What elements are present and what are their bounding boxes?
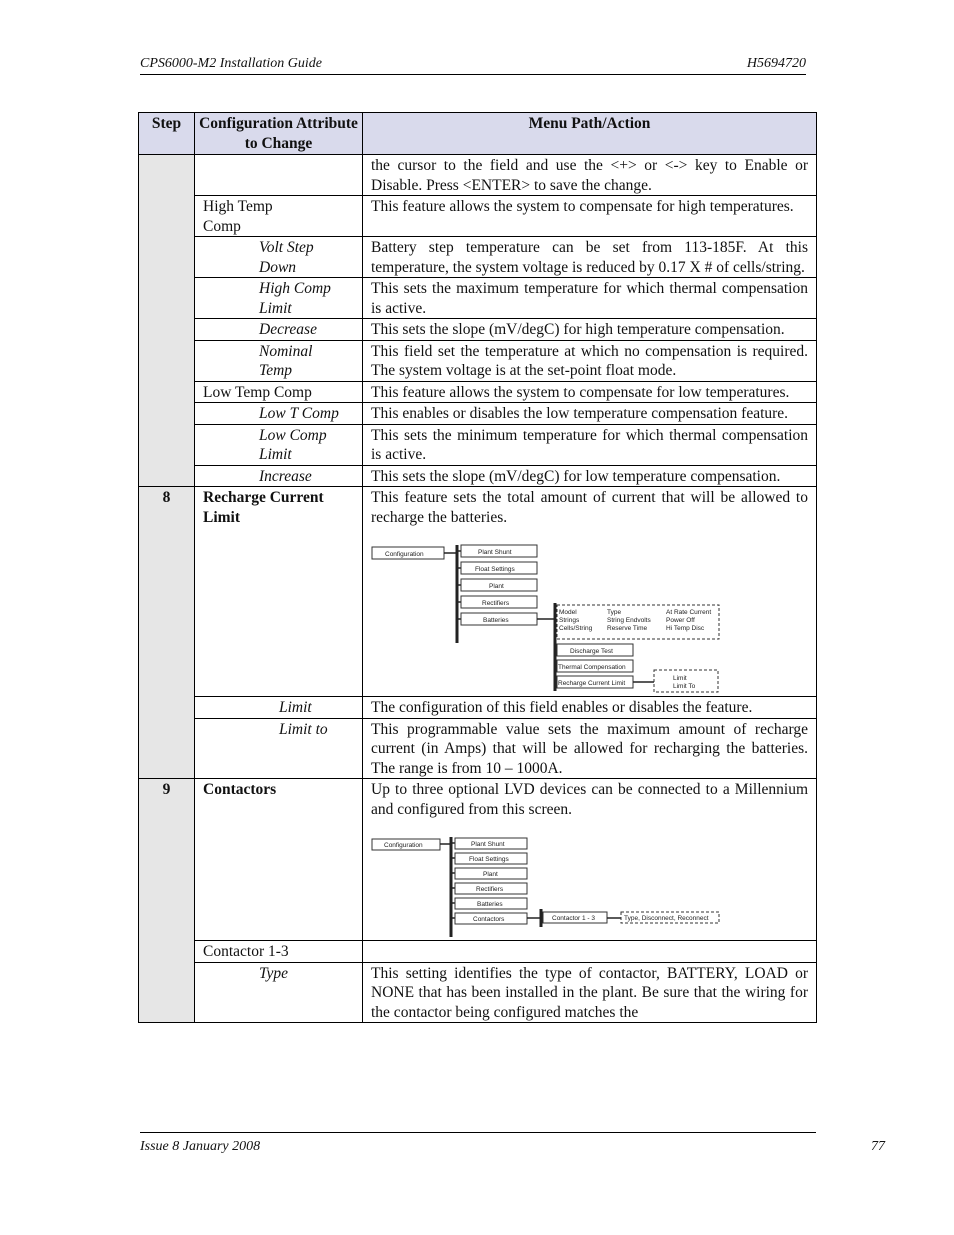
- attribute-cell: Volt Step Down: [195, 237, 363, 278]
- diagram-field-label: Limit To: [673, 683, 696, 690]
- diagram-field-label: Type: [607, 609, 622, 616]
- action-cell: This sets the maximum temperature for which thermal compensation is active.: [363, 278, 817, 319]
- page-header: [140, 56, 806, 75]
- attribute-cell: Type: [195, 962, 363, 1023]
- attribute-cell: Contactor 1-3: [195, 941, 363, 963]
- diagram-item-label: Contactors: [473, 916, 505, 923]
- table-row: [139, 319, 817, 341]
- table-row: [139, 962, 817, 1023]
- diagram-field-label: Limit: [673, 675, 687, 682]
- action-cell: This enables or disables the low temperature compensation feature.: [363, 403, 817, 425]
- diagram-item-label: Rectifiers: [482, 600, 510, 607]
- table-row: [139, 718, 817, 779]
- action-cell: This setting identifies the type of contactor, BATTERY, LOAD or NONE that has been installed in the plant. Be sure that the wiring for the contactor being configured matches the: [363, 962, 817, 1023]
- attribute-cell: [195, 155, 363, 196]
- configuration-table: [138, 112, 817, 1023]
- diagram-item-label: Batteries: [483, 617, 509, 624]
- table-row: [139, 403, 817, 425]
- diagram-field-label: Model: [559, 609, 577, 616]
- column-header-action: Menu Path/Action: [363, 113, 817, 155]
- step-cell: 9: [139, 779, 195, 1023]
- recharge-fields-box: [654, 670, 718, 692]
- diagram-field-label: Hi Temp Disc: [666, 625, 705, 632]
- table-row: [139, 779, 817, 941]
- table-row: [139, 340, 817, 381]
- diagram-item-label: Plant Shunt: [478, 549, 512, 556]
- action-cell: the cursor to the field and use the <+> or <-> key to Enable or Disable. Press <ENTER> to save the change.: [363, 155, 817, 196]
- contactors-menu-diagram: [371, 835, 731, 939]
- batteries-fields-box: [557, 605, 719, 639]
- attribute-cell: Contactors: [195, 779, 363, 941]
- document-number: H5694720: [746, 56, 806, 71]
- attribute-cell: High Temp Comp: [195, 196, 363, 237]
- attribute-cell: Limit to: [195, 718, 363, 779]
- page-number: 77: [871, 1139, 885, 1154]
- diagram-field-label: String Endvolts: [607, 617, 651, 624]
- action-cell: [363, 941, 817, 963]
- table-header-row: [139, 113, 817, 155]
- action-cell: [363, 779, 817, 941]
- attribute-cell: Limit: [195, 697, 363, 719]
- action-cell: This sets the minimum temperature for which thermal compensation is active.: [363, 424, 817, 465]
- diagram-field-label: At Rate Current: [666, 609, 712, 616]
- diagram-contactor-fields: Type, Disconnect, Reconnect: [624, 915, 709, 922]
- diagram-item-label: Plant: [489, 583, 504, 590]
- table-row: [139, 465, 817, 487]
- attribute-cell: Nominal Temp: [195, 340, 363, 381]
- diagram-item-label: Plant: [483, 871, 498, 878]
- diagram-item-label: Batteries: [477, 901, 503, 908]
- action-cell: Battery step temperature can be set from 113-185F. At this temperature, the system voltage is reduced by 0.17 X # of cells/string.: [363, 237, 817, 278]
- attribute-cell: Low T Comp: [195, 403, 363, 425]
- footer-issue: Issue 8 January 2008: [140, 1139, 261, 1154]
- action-cell: This field set the temperature at which no compensation is required. The system voltage is at the set-point float mode.: [363, 340, 817, 381]
- diagram-item-label: Float Settings: [469, 856, 509, 863]
- attribute-cell: High Comp Limit: [195, 278, 363, 319]
- document-title: CPS6000-M2 Installation Guide: [140, 56, 322, 71]
- diagram-item-label: Thermal Compensation: [558, 664, 626, 671]
- attribute-cell: Increase: [195, 465, 363, 487]
- attribute-cell: Low Temp Comp: [195, 381, 363, 403]
- recharge-menu-diagram: [371, 543, 731, 693]
- action-cell: This programmable value sets the maximum amount of recharge current (in Amps) that will be allowed for recharging the batteries. The range is from 10 – 1000A.: [363, 718, 817, 779]
- action-cell: This sets the slope (mV/degC) for low temperature compensation.: [363, 465, 817, 487]
- table-row: [139, 697, 817, 719]
- diagram-field-label: Power Off: [666, 617, 695, 624]
- action-cell: [363, 487, 817, 697]
- diagram-item-label: Discharge Test: [570, 648, 613, 655]
- diagram-item-label: Rectifiers: [476, 886, 504, 893]
- action-cell: This sets the slope (mV/degC) for high temperature compensation.: [363, 319, 817, 341]
- attribute-cell: Recharge Current Limit: [195, 487, 363, 697]
- table-row: [139, 487, 817, 697]
- table-row: [139, 381, 817, 403]
- table-row: [139, 155, 817, 196]
- diagram-field-label: Strings: [559, 617, 580, 624]
- footer-rule: [140, 1132, 816, 1133]
- step-cell: [139, 155, 195, 487]
- attribute-cell: Decrease: [195, 319, 363, 341]
- diagram-item-label: Recharge Current Limit: [558, 680, 626, 687]
- table-row: [139, 278, 817, 319]
- diagram-battery-submenus: [557, 644, 633, 688]
- attribute-cell: Low Comp Limit: [195, 424, 363, 465]
- diagram-menu-items: [451, 838, 527, 924]
- diagram-field-label: Cells/String: [559, 625, 593, 632]
- diagram-item-label: Float Settings: [475, 566, 515, 573]
- table-row: [139, 237, 817, 278]
- diagram-root-label: Configuration: [384, 842, 423, 849]
- step-cell: 8: [139, 487, 195, 779]
- action-cell: This feature allows the system to compensate for high temperatures.: [363, 196, 817, 237]
- action-cell: This feature allows the system to compensate for low temperatures.: [363, 381, 817, 403]
- column-header-attribute: Configuration Attribute to Change: [195, 113, 363, 155]
- action-text: Up to three optional LVD devices can be connected to a Millennium and configured from this screen.: [371, 781, 808, 818]
- action-text: This feature sets the total amount of current that will be allowed to recharge the batteries.: [371, 489, 808, 526]
- action-cell: The configuration of this field enables or disables the feature.: [363, 697, 817, 719]
- diagram-root-label: Configuration: [385, 551, 424, 558]
- column-header-step: Step: [139, 113, 195, 155]
- diagram-contactor-label: Contactor 1 - 3: [552, 915, 595, 922]
- diagram-menu-items: [457, 545, 537, 625]
- table-row: [139, 424, 817, 465]
- diagram-item-label: Plant Shunt: [471, 841, 505, 848]
- table-row: [139, 196, 817, 237]
- diagram-field-label: Reserve Time: [607, 625, 648, 632]
- table-row: [139, 941, 817, 963]
